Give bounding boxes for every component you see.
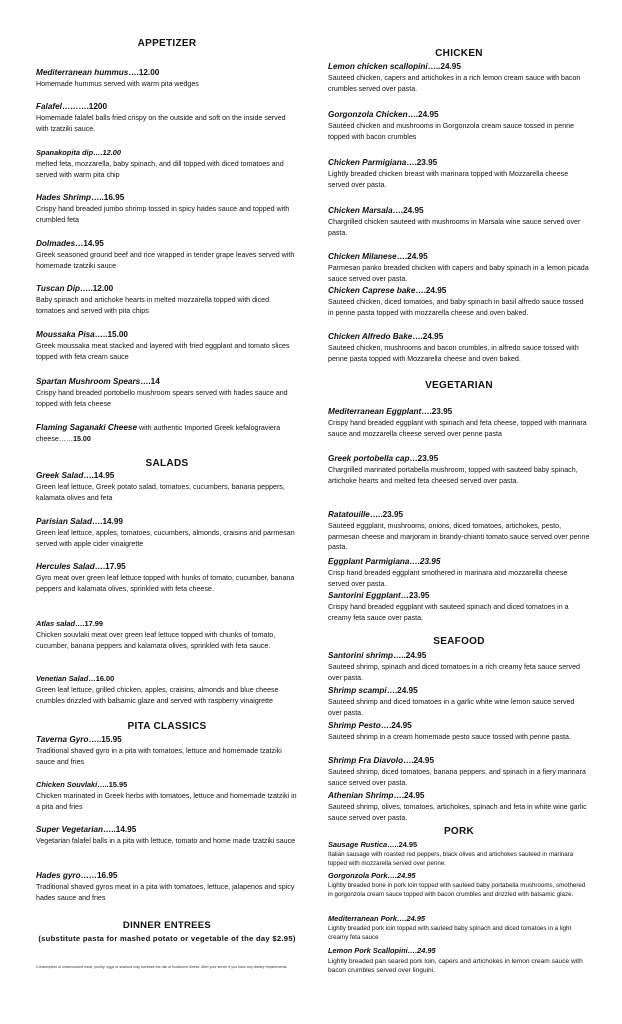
item-description: Gyro meat over green leaf lettuce topped with hunks of tomato, cucumber, banana peppers and kalamata olives, sprinkled with feta cheese. — [36, 574, 295, 593]
menu-item — [36, 780, 298, 812]
menu-item — [36, 619, 298, 651]
pork-heading: PORK — [443, 826, 475, 837]
menu-item — [328, 454, 590, 486]
menu-item — [36, 422, 298, 444]
item-name: Spanakopita dip — [36, 148, 94, 157]
item-name: Super Vegetarian — [36, 825, 104, 834]
menu-item — [328, 591, 590, 623]
item-name: Shrimp Fra Diavolo — [328, 756, 404, 765]
item-description: Lightly breaded bone in pork loin topped with sauteed baby portabella mushrooms, smothered in gorgonzola cream sauce topped with bacon crumbles and drizzled with balsamic glaze. — [328, 882, 586, 898]
menu-item — [36, 517, 298, 549]
item-price: …..12.00 — [79, 284, 114, 293]
item-description: Sauteed eggplant, mushrooms, onions, diced tomatoes, artichokes, pesto, parmesan cheese and marjoram in brandy-chianti tomato sauce served over penne pasta. — [328, 522, 590, 551]
item-description: with authentic Imported Greek kefalograviera cheese…… — [36, 424, 281, 443]
item-description: Chargrilled marinated portabella mushroom, topped with sauteed baby spinach, artichoke hearts and melted feta cheesed served over pasta. — [328, 466, 578, 485]
menu-item — [328, 756, 590, 788]
item-price: …..16.95 — [91, 193, 125, 202]
menu-item — [328, 110, 590, 142]
item-name: Ratatouille — [328, 510, 370, 519]
menu-item — [328, 407, 590, 439]
item-price: …..24.95 — [393, 651, 427, 660]
item-description: Chicken marinated in Greek herbs with tomatoes, lettuce and homemade tzatziki in a pita and fries — [36, 792, 297, 811]
menu-item — [328, 840, 590, 868]
item-description: Sauteed chicken, capers and artichokes in a rich lemon cream sauce with bacon crumbles served over pasta. — [328, 74, 581, 93]
item-price: ….24.95 — [407, 110, 439, 119]
item-name: Sausage Rustica — [328, 840, 388, 849]
item-name: Chicken Parmigiana — [328, 158, 407, 167]
item-name: Venetian Salad — [36, 674, 89, 683]
menu-item — [36, 871, 298, 903]
item-price: ….24.95 — [396, 252, 428, 261]
item-price: ….14 — [140, 377, 160, 386]
menu-item — [36, 471, 298, 503]
item-name: Hades gyro — [36, 871, 81, 880]
item-name: Greek portobella cap — [328, 454, 410, 463]
item-price: …..15.95 — [97, 780, 128, 789]
menu-item — [328, 158, 590, 190]
menu-item — [328, 914, 590, 942]
item-name: Tuscan Dip — [36, 284, 80, 293]
item-description: Crisp hand breaded eggplant smothered in marinara and mozzarella cheese served over pasta. — [328, 569, 568, 588]
item-name: Hades Shrimp — [36, 193, 92, 202]
item-description: Crispy hand breaded jumbo shrimp tossed in spicy hades sauce and topped with crumbled feta — [36, 205, 290, 224]
menu-item — [328, 721, 590, 743]
item-description: Sauteed shrimp, diced tomatoes, banana peppers, and spinach in a fiery marinara sauce served over pasta. — [328, 768, 586, 787]
item-description: Homemade falafel balls fried crispy on the outside and soft on the inside served with tzatziki sauce. — [36, 114, 286, 133]
item-description: Greek seasoned ground beef and rice wrapped in tender grape leaves served with homemade tzatziki sauce — [36, 251, 295, 270]
item-price: ….17.99 — [75, 619, 103, 628]
menu-item — [328, 557, 590, 589]
item-name: Eggplant Parmigiana — [328, 557, 410, 566]
item-price: ……16.95 — [80, 871, 118, 880]
dinner-entrees-heading: DINNER ENTREES — [122, 920, 212, 931]
item-name: Chicken Souvlaki — [36, 780, 98, 789]
item-price: ….12.00 — [128, 68, 160, 77]
menu-item — [328, 510, 590, 553]
item-price: …..15.00 — [94, 330, 128, 339]
item-description: Chargrilled chicken sauteed with mushrooms in Marsala wine sauce served over pasta. — [328, 218, 581, 237]
item-price: ….24.95 — [387, 871, 416, 880]
vegetarian-heading: VEGETARIAN — [425, 380, 493, 391]
item-price: …23.95 — [409, 454, 439, 463]
item-price: ….14.95 — [83, 471, 115, 480]
item-description: Greek moussaka meat stacked and layered with fried eggplant and tomato slices topped with feta cream sauce — [36, 342, 290, 361]
item-description: Homemade hummus served with warm pita wedges — [36, 80, 199, 88]
menu-item — [36, 239, 298, 271]
item-name: Hercules Salad — [36, 562, 95, 571]
item-name: Chicken Alfredo Bake — [328, 332, 413, 341]
salads-heading: SALADS — [145, 458, 189, 469]
item-description: Traditional shaved gyros meat in a pita with tomatoes, lettuce, jalapenos and spicy hades sauce and fries — [36, 883, 295, 902]
menu-item — [36, 148, 298, 180]
item-name: Shrimp scampi — [328, 686, 387, 695]
menu-item — [36, 377, 298, 409]
item-description: Green leaf lettuce, Greek potato salad, tomatoes, cucumbers, banana peppers, kalamata olives and feta — [36, 483, 285, 502]
item-description: Sauteed shrimp, olives, tomatoes, artichokes, spinach and feta in white wine garlic sauce served over pasta. — [328, 803, 587, 822]
item-description: Green leaf lettuce, apples, tomatoes, cucumbers, almonds, craisins and parmesan served with apple cider vinaigrette — [36, 529, 295, 548]
menu-item — [328, 62, 590, 94]
item-name: Parisian Salad — [36, 517, 92, 526]
item-price: ….24.95 — [412, 332, 444, 341]
item-price: ….23.95 — [409, 557, 441, 566]
menu-item — [328, 206, 590, 238]
item-price: ….24.95 — [415, 286, 447, 295]
item-name: Lemon chicken scallopini — [328, 62, 428, 71]
item-description: Sauteed shrimp, spinach and diced tomatoes in a rich creamy feta sauce served over pasta. — [328, 663, 580, 682]
item-name: Mediterranean Eggplant — [328, 407, 422, 416]
item-name: Mediterranean hummus — [36, 68, 129, 77]
menu-item — [328, 286, 590, 318]
menu-item — [36, 68, 298, 90]
item-name: Shrimp Pesto — [328, 721, 381, 730]
fine-print: Consumption of undercooked meat, poultry, eggs or seafood may increase the risk of foodborne illness. Alert your server if you have any dietary requirements. — [36, 965, 288, 969]
menu-item — [36, 284, 298, 316]
item-description: Sauteed chicken, mushrooms and bacon crumbles, in alfredo sauce tossed with penne pasta topped with Mozzarella cheese and oven baked. — [328, 344, 579, 363]
item-name: Atlas salad — [36, 619, 76, 628]
item-description: Crispy hand breaded portobello mushroom spears served with hades sauce and topped with feta cheese — [36, 389, 288, 408]
menu-item — [36, 102, 298, 134]
chicken-heading: CHICKEN — [435, 48, 483, 59]
item-price: …..23.95 — [369, 510, 404, 519]
menu-item — [36, 193, 298, 225]
item-description: Lightly breaded pork loin topped with sauteed baby spinach and diced tomatoes in a light creamy feta sauce — [328, 925, 572, 941]
item-name: Gorgonzola Chicken — [328, 110, 408, 119]
item-name: Athenian Shrimp — [328, 791, 394, 800]
menu-item — [36, 825, 298, 847]
menu-item — [328, 332, 590, 364]
item-description: Sauteed shrimp in a cream homemade pesto sauce tossed with penne pasta. — [328, 733, 571, 741]
item-name: Mediterranean Pork — [328, 914, 398, 923]
menu-item — [328, 791, 590, 823]
item-price: …..24.95 — [427, 62, 461, 71]
item-description: Chicken souvlaki meat over green leaf lettuce topped with chunks of tomato, cucumber, banana peppers and kalamata olives, sprinkled with feta sauce. — [36, 631, 276, 650]
menu-item — [36, 735, 298, 767]
item-description: Vegetarian falafel balls in a pita with lettuce, tomato and home made tzatziki sauce — [36, 837, 296, 845]
item-description: Parmesan panko breaded chicken with capers and baby spinach in a lemon picada sauce served over pasta. — [328, 264, 589, 283]
seafood-heading: SEAFOOD — [433, 636, 485, 647]
item-description: Lightly breaded pan seared pork loin, capers and artichokes in lemon cream sauce with bacon crumbles served over linguini. — [328, 958, 583, 975]
item-price: ….23.95 — [421, 407, 453, 416]
item-price: 15.00 — [73, 434, 91, 443]
item-description: Green leaf lettuce, grilled chicken, apples, craisins, almonds and blue cheese crumbles drizzled with balsamic glaze and served with raspberry vinaigrette — [36, 686, 279, 705]
item-description: Lightly breaded chicken breast with marinara topped with Mozzarella cheese served over pasta. — [328, 170, 569, 189]
item-name: Gorgonzola Pork — [328, 871, 388, 880]
menu-item — [328, 686, 590, 718]
item-description: Sauteed chicken, diced tomatoes, and baby spinach in basil alfredo sauce tossed in penne pasta topped with mozzarella cheese and oven baked. — [328, 298, 584, 317]
menu-item — [328, 946, 590, 976]
item-description: Crispy hand breaded eggplant with sauteed spinach and diced tomatoes in a creamy feta sauce over pasta. — [328, 603, 569, 622]
item-name: Spartan Mushroom Spears — [36, 377, 141, 386]
item-name: Lemon Pork Scallopini — [328, 946, 408, 955]
item-price: …..24.95 — [387, 840, 418, 849]
item-price: …23.95 — [400, 591, 430, 600]
item-price: …14.95 — [75, 239, 104, 248]
item-price: ….23.95 — [406, 158, 438, 167]
item-description: Sautéed chicken and mushrooms in Gorgonzola cream sauce tossed in penne topped with bacon crumbles — [328, 122, 575, 141]
item-price: ….24.95 — [392, 206, 424, 215]
item-name: Flaming Saganaki Cheese — [36, 423, 138, 432]
item-price: ….24.95 — [407, 946, 436, 955]
item-name: Dolmades — [36, 239, 76, 248]
item-name: Santorini Eggplant — [328, 591, 401, 600]
item-name: Taverna Gyro — [36, 735, 89, 744]
menu-item — [36, 330, 298, 362]
menu-item — [328, 651, 590, 683]
item-name: Chicken Marsala — [328, 206, 393, 215]
item-price: …..15.95 — [88, 735, 122, 744]
appetizer-heading: APPETIZER — [137, 38, 197, 49]
menu-item — [36, 562, 298, 594]
item-price: ….24.95 — [397, 914, 425, 923]
item-name: Chicken Milanese — [328, 252, 397, 261]
item-name: Falafel — [36, 102, 62, 111]
item-description: Italian sausage with roasted red peppers, black olives and artichokes sauteed in marinara topped with mozzarella served over penne. — [328, 851, 574, 867]
item-price: ……….1200 — [61, 102, 108, 111]
item-description: Baby spinach and artichoke hearts in melted mozzarella topped with diced tomatoes and served with pita chips — [36, 296, 270, 315]
item-price: ….24.95 — [393, 791, 425, 800]
entrees-note: (substitute pasta for mashed potato or vegetable of the day $2.95) — [38, 934, 296, 943]
item-price: ….24.95 — [380, 721, 412, 730]
item-price: …16.00 — [88, 674, 115, 683]
item-name: Moussaka Pisa — [36, 330, 95, 339]
menu-item — [328, 871, 590, 899]
menu-item — [36, 674, 298, 706]
item-price: ….12.00 — [93, 148, 122, 157]
item-price: ….14.99 — [91, 517, 123, 526]
item-name: Santorini shrimp — [328, 651, 394, 660]
item-name: Greek Salad — [36, 471, 84, 480]
item-name: Chicken Caprese bake — [328, 286, 416, 295]
item-price: ….24.95 — [403, 756, 435, 765]
menu-item — [328, 252, 590, 284]
pita-classics-heading: PITA CLASSICS — [127, 721, 207, 732]
item-price: ….24.95 — [386, 686, 418, 695]
item-price: ….17.95 — [94, 562, 126, 571]
item-price: …..14.95 — [103, 825, 137, 834]
item-description: Crispy hand breaded eggplant with spinach and feta cheese, topped with marinara sauce and mozzarella cheese served over penne pasta — [328, 419, 587, 438]
item-description: Traditional shaved gyro in a pita with tomatoes, lettuce and homemade tzatziki sauce and fries — [36, 747, 282, 766]
item-description: Sauteed shrimp and diced tomatoes in a garlic white wine lemon sauce served over pasta. — [328, 698, 575, 717]
item-description: melted feta, mozzarella, baby spinach, and dill topped with diced tomatoes and served with warm pita chip — [36, 160, 284, 179]
